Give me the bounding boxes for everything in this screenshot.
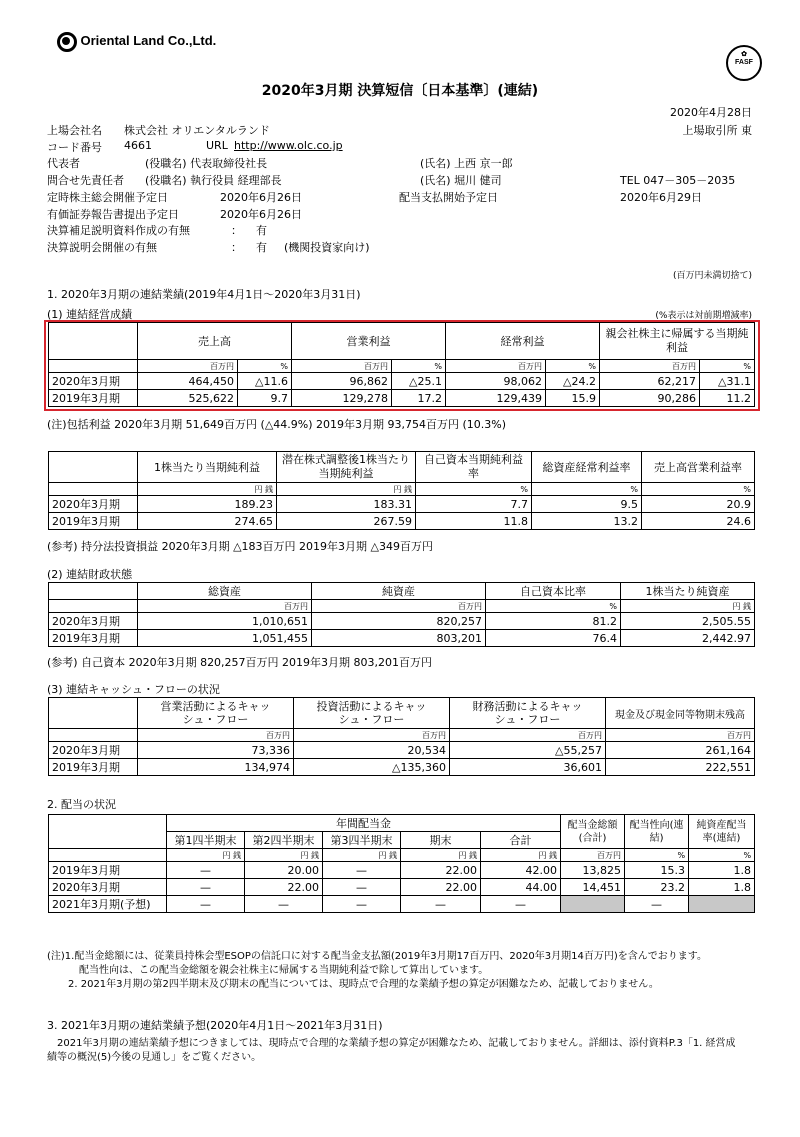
unit-cell: 百万円 [606, 729, 755, 742]
unit-note: (百万円未満切捨て) [672, 271, 752, 281]
listed-company: 株式会社 オリエンタルランド [124, 124, 270, 137]
table-cell: 129,439 [446, 390, 546, 407]
forecast-body-line2: 績等の概況(5)今後の見通し」をご覧ください。 [47, 1052, 262, 1063]
table-cell: 15.9 [546, 390, 600, 407]
table-cell: 803,201 [312, 630, 486, 647]
contact-tel: TEL 047－305－2035 [620, 174, 736, 187]
table-cell: 222,551 [606, 759, 755, 776]
header-net-assets: 純資産 [312, 583, 486, 600]
row-label: 2020年3月期 [49, 613, 138, 630]
table-cell: 20,534 [294, 742, 450, 759]
unit-cell: 百万円 [450, 729, 606, 742]
table-cell: 42.00 [481, 862, 561, 879]
table-cell: 261,164 [606, 742, 755, 759]
per-share-unit-row [49, 483, 755, 496]
table-row [49, 496, 755, 513]
header-roe: 自己資本当期純利益率 [416, 452, 532, 483]
unit-cell: % [700, 360, 755, 373]
dividend-corner [49, 815, 167, 849]
supp-colon: ： [231, 224, 242, 237]
table-cell: 1.8 [689, 862, 755, 879]
row-label: 2020年3月期 [49, 373, 138, 390]
dividend-start-label: 配当支払開始予定日 [399, 191, 498, 204]
section3-heading: 3. 2021年3月期の連結業績予想(2020年4月1日～2021年3月31日) [47, 1019, 383, 1032]
dividend-note-1: (注)1.配当金総額には、従業員持株会型ESOPの信託口に対する配当金支払額(2019年3月期17百万円、2020年3月期14百万円)を含んでおります。 [47, 951, 707, 962]
briefing-value: 有 [256, 241, 267, 254]
financial-header-row [49, 583, 755, 600]
header-annual-dividend: 年間配当金 [167, 815, 561, 832]
header-total-assets: 総資産 [138, 583, 312, 600]
unit-cell: 円 銭 [167, 849, 245, 862]
code-number: 4661 [124, 139, 152, 152]
row-label: 2019年3月期 [49, 390, 138, 407]
table-cell: 96,862 [292, 373, 392, 390]
header-equity-ratio: 自己資本比率 [486, 583, 621, 600]
table-cell: 13,825 [561, 862, 625, 879]
table-cell: △135,360 [294, 759, 450, 776]
section1-heading: 1. 2020年3月期の連結業績(2019年4月1日～2020年3月31日) [47, 288, 361, 301]
exchange: 上場取引所 東 [682, 124, 752, 137]
table-cell: 73,336 [138, 742, 294, 759]
header-operating-cf: 営業活動によるキャッシュ・フロー [138, 698, 294, 729]
unit-cell: % [486, 600, 621, 613]
unit-cell: 円 銭 [245, 849, 323, 862]
company-brand: Oriental Land Co.,Ltd. [80, 33, 217, 48]
unit-cell: 百万円 [292, 360, 392, 373]
table-cell: 98,062 [446, 373, 546, 390]
table-cell: — [245, 896, 323, 913]
unit-cell [49, 729, 138, 742]
supp-value: 有 [256, 224, 267, 237]
unit-cell: 円 銭 [481, 849, 561, 862]
unit-cell: 百万円 [446, 360, 546, 373]
table-cell: △24.2 [546, 373, 600, 390]
table-cell: 129,278 [292, 390, 392, 407]
table-cell: 22.00 [245, 879, 323, 896]
table-cell: 274.65 [138, 513, 277, 530]
table-cell: 15.3 [625, 862, 689, 879]
fasf-badge-icon: ✿ FASF [726, 45, 762, 81]
row-label: 2020年3月期 [49, 496, 138, 513]
results-subheading: (1) 連結経営成績 [47, 308, 133, 321]
header-q2: 第2四半期末 [245, 832, 323, 849]
table-cell: 11.8 [416, 513, 532, 530]
header-q1: 第1四半期末 [167, 832, 245, 849]
unit-cell: % [532, 483, 642, 496]
table-cell: 81.2 [486, 613, 621, 630]
table-cell: 820,257 [312, 613, 486, 630]
header-cash-balance: 現金及び現金同等物期末残高 [606, 698, 755, 729]
table-cell: 1,051,455 [138, 630, 312, 647]
header-doe: 純資産配当率(連結) [689, 815, 755, 849]
row-label: 2021年3月期(予想) [49, 896, 167, 913]
table-row [49, 862, 755, 879]
forecast-body-line1: 2021年3月期の連結業績予想につきましては、現時点で合理的な業績予想の算定が困難なため、記載しておりません。詳細は、添付資料P.3「1. 経営成 [57, 1038, 736, 1049]
cf-table [48, 697, 755, 776]
unit-cell [49, 849, 167, 862]
per-share-table [48, 451, 755, 530]
rep-name: (氏名) 上西 京一郎 [420, 157, 513, 170]
financial-corner [49, 583, 138, 600]
table-cell: — [481, 896, 561, 913]
cf-subheading: (3) 連結キャッシュ・フローの状況 [47, 683, 220, 696]
header-roa: 総資産経常利益率 [532, 452, 642, 483]
table-row [49, 759, 755, 776]
table-cell: △31.1 [700, 373, 755, 390]
per-share-header-row [49, 452, 755, 483]
report-label: 有価証券報告書提出予定日 [47, 208, 179, 221]
dividend-table [48, 814, 755, 913]
table-cell: 183.31 [277, 496, 416, 513]
contact-name: (氏名) 堀川 健司 [420, 174, 502, 187]
header-op-margin: 売上高営業利益率 [642, 452, 755, 483]
per-share-corner [49, 452, 138, 483]
unit-cell: 円 銭 [401, 849, 481, 862]
table-cell: 17.2 [392, 390, 446, 407]
financial-table [48, 582, 755, 647]
table-cell: 22.00 [401, 879, 481, 896]
unit-cell: 百万円 [561, 849, 625, 862]
meeting-date: 2020年6月26日 [220, 191, 302, 204]
table-cell: 76.4 [486, 630, 621, 647]
table-cell: — [323, 879, 401, 896]
table-cell: △55,257 [450, 742, 606, 759]
unit-cell: 円 銭 [138, 483, 277, 496]
unit-cell: % [689, 849, 755, 862]
table-row [49, 896, 755, 913]
unit-cell: 円 銭 [621, 600, 755, 613]
unit-cell: 百万円 [600, 360, 700, 373]
unit-cell [49, 600, 138, 613]
code-label: コード番号 [47, 141, 102, 154]
table-cell: — [167, 862, 245, 879]
table-row [49, 630, 755, 647]
report-date: 2020年4月28日 [670, 106, 752, 119]
results-note: (%表示は対前期増減率) [655, 311, 752, 321]
page-title: 2020年3月期 決算短信〔日本基準〕(連結) [261, 83, 539, 99]
gray-cell [689, 896, 755, 913]
rep-title: (役職名) 代表取締役社長 [145, 157, 268, 170]
table-cell: 23.2 [625, 879, 689, 896]
unit-cell: % [642, 483, 755, 496]
financial-unit-row [49, 600, 755, 613]
table-cell: — [401, 896, 481, 913]
table-cell: 1,010,651 [138, 613, 312, 630]
table-cell: 90,286 [600, 390, 700, 407]
header-q3: 第3四半期末 [323, 832, 401, 849]
unit-cell: 円 銭 [277, 483, 416, 496]
header-net-sales: 売上高 [138, 323, 292, 360]
table-cell: 464,450 [138, 373, 238, 390]
dividend-start-date: 2020年6月29日 [620, 191, 702, 204]
table-cell: 7.7 [416, 496, 532, 513]
rep-label: 代表者 [47, 157, 80, 170]
listed-company-label: 上場会社名 [47, 124, 102, 137]
table-cell: 36,601 [450, 759, 606, 776]
row-label: 2020年3月期 [49, 742, 138, 759]
supp-label: 決算補足説明資料作成の有無 [47, 224, 190, 237]
header-operating-income: 営業利益 [292, 323, 446, 360]
contact-title: (役職名) 執行役員 経理部長 [145, 174, 282, 187]
table-cell: 9.5 [532, 496, 642, 513]
header-bps: 1株当たり純資産 [621, 583, 755, 600]
highlight-box [44, 320, 760, 411]
table-cell: 44.00 [481, 879, 561, 896]
table-cell: 2,505.55 [621, 613, 755, 630]
table-cell: — [625, 896, 689, 913]
table-cell: 20.9 [642, 496, 755, 513]
briefing-note: (機関投資家向け) [284, 241, 370, 254]
equity-note: (参考) 自己資本 2020年3月期 820,257百万円 2019年3月期 803,201百万円 [47, 656, 433, 669]
header-investing-cf: 投資活動によるキャッシュ・フロー [294, 698, 450, 729]
unit-cell: 百万円 [312, 600, 486, 613]
unit-cell: 円 銭 [323, 849, 401, 862]
gray-cell [561, 896, 625, 913]
row-label: 2019年3月期 [49, 862, 167, 879]
table-cell: 2,442.97 [621, 630, 755, 647]
header-diluted-eps: 潜在株式調整後1株当たり当期純利益 [277, 452, 416, 483]
header-financing-cf: 財務活動によるキャッシュ・フロー [450, 698, 606, 729]
equity-method-note: (参考) 持分法投資損益 2020年3月期 △183百万円 2019年3月期 △349百万円 [47, 540, 433, 553]
unit-cell: 百万円 [138, 729, 294, 742]
header-total: 合計 [481, 832, 561, 849]
unit-cell: % [416, 483, 532, 496]
table-cell: 13.2 [532, 513, 642, 530]
table-cell: 1.8 [689, 879, 755, 896]
header-year-end: 期末 [401, 832, 481, 849]
unit-cell: 百万円 [294, 729, 450, 742]
table-cell: — [167, 896, 245, 913]
unit-cell: % [546, 360, 600, 373]
table-cell: △11.6 [238, 373, 292, 390]
table-cell: △25.1 [392, 373, 446, 390]
cf-unit-row [49, 729, 755, 742]
unit-cell: 百万円 [138, 360, 238, 373]
table-row [49, 513, 755, 530]
cf-header-row [49, 698, 755, 729]
company-logo [57, 32, 216, 52]
header-ordinary-income: 経常利益 [446, 323, 600, 360]
unit-cell: 百万円 [138, 600, 312, 613]
cf-corner [49, 698, 138, 729]
header-payout-ratio: 配当性向(連結) [625, 815, 689, 849]
table-cell: 14,451 [561, 879, 625, 896]
row-label: 2019年3月期 [49, 630, 138, 647]
row-label: 2020年3月期 [49, 879, 167, 896]
header-total-dividend: 配当金総額(合計) [561, 815, 625, 849]
unit-cell: % [238, 360, 292, 373]
section2-heading: 2. 配当の状況 [47, 798, 116, 811]
table-row [49, 613, 755, 630]
contact-label: 問合せ先責任者 [47, 174, 124, 187]
table-cell: 189.23 [138, 496, 277, 513]
table-cell: 11.2 [700, 390, 755, 407]
meeting-label: 定時株主総会開催予定日 [47, 191, 168, 204]
report-date-value: 2020年6月26日 [220, 208, 302, 221]
table-cell: — [323, 862, 401, 879]
unit-cell: % [392, 360, 446, 373]
briefing-label: 決算説明会開催の有無 [47, 241, 157, 254]
header-net-income: 親会社株主に帰属する当期純利益 [600, 323, 755, 360]
table-cell: 9.7 [238, 390, 292, 407]
briefing-colon: ： [231, 241, 242, 254]
table-cell: 62,217 [600, 373, 700, 390]
dividend-header-row-1 [49, 815, 755, 832]
comprehensive-income-note: (注)包括利益 2020年3月期 51,649百万円 (△44.9%) 2019年3月期 93,754百万円 (10.3%) [47, 418, 507, 431]
dividend-note-3: 2. 2021年3月期の第2四半期末及び期末の配当については、現時点で合理的な業績予想の算定が困難なため、記載しておりません。 [68, 979, 659, 990]
table-cell: 24.6 [642, 513, 755, 530]
row-label: 2019年3月期 [49, 513, 138, 530]
company-url-link[interactable]: http://www.olc.co.jp [234, 139, 343, 152]
table-cell: 134,974 [138, 759, 294, 776]
unit-cell [49, 483, 138, 496]
table-cell: 22.00 [401, 862, 481, 879]
oriental-land-logo-icon [57, 32, 77, 52]
financial-subheading: (2) 連結財政状態 [47, 568, 133, 581]
table-cell: 525,622 [138, 390, 238, 407]
table-cell: — [323, 896, 401, 913]
table-cell: — [167, 879, 245, 896]
table-cell: 267.59 [277, 513, 416, 530]
row-label: 2019年3月期 [49, 759, 138, 776]
header-eps: 1株当たり当期純利益 [138, 452, 277, 483]
unit-cell: % [625, 849, 689, 862]
dividend-unit-row [49, 849, 755, 862]
url-label: URL [206, 139, 228, 152]
table-row [49, 742, 755, 759]
dividend-note-2: 配当性向は、この配当金総額を親会社株主に帰属する当期純利益で除して算出しています。 [79, 965, 489, 976]
table-cell: 20.00 [245, 862, 323, 879]
table-row [49, 879, 755, 896]
